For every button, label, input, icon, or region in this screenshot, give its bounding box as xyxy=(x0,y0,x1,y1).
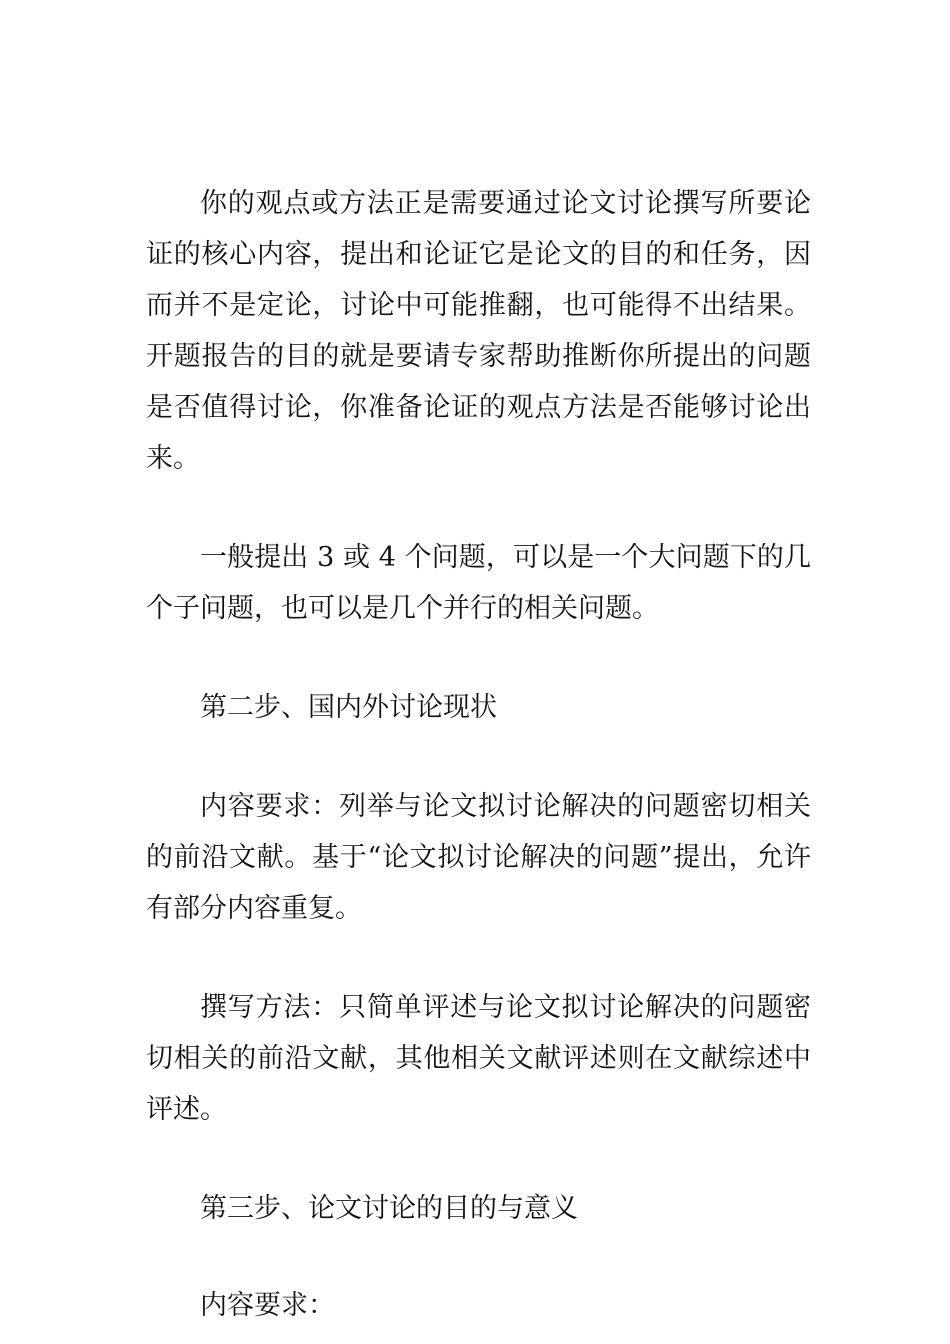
paragraph-writing-method: 撰写方法：只简单评述与论文拟讨论解决的问题密切相关的前沿文献，其他相关文献评述则在文献综述中评述。 xyxy=(146,992,811,1125)
paragraph-viewpoint-method: 你的观点或方法正是需要通过论文讨论撰写所要论证的核心内容，提出和论证它是论文的目的和任务，因而并不是定论，讨论中可能推翻，也可能得不出结果。开题报告的目的就是要请专家帮助推断你所提出的问题是否值得讨论，你准备论证的观点方法是否能够讨论出来。 xyxy=(146,188,811,474)
document-body xyxy=(146,178,811,1331)
paragraph-content-requirements-literature: 内容要求：列举与论文拟讨论解决的问题密切相关的前沿文献。基于“论文拟讨论解决的问题”提出，允许有部分内容重复。 xyxy=(146,791,811,924)
paragraph-number-of-questions: 一般提出 3 或 4 个问题，可以是一个大问题下的几个子问题，也可以是几个并行的相关问题。 xyxy=(146,542,811,624)
heading-step-three: 第三步、论文讨论的目的与意义 xyxy=(200,1193,578,1224)
heading-step-two: 第二步、国内外讨论现状 xyxy=(200,692,497,723)
paragraph-content-requirements: 内容要求： xyxy=(200,1290,335,1321)
